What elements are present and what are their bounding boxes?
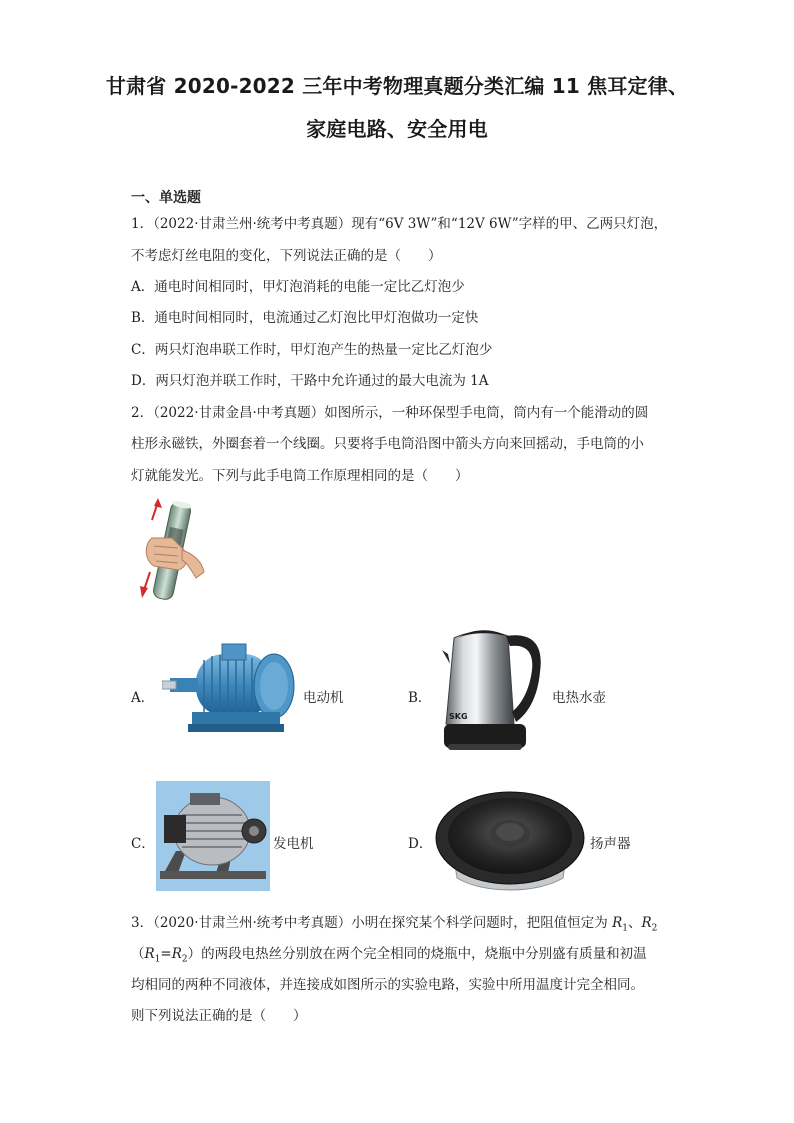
q2-option-c-caption: 发电机 (273, 836, 314, 852)
q3-stem-line-3: 均相同的两种不同液体，并连接成如图所示的实验电路，实验中所用温度计完全相同。 (131, 977, 644, 993)
q2-option-a-caption: 电动机 (303, 690, 344, 706)
q2-option-d-caption: 扬声器 (590, 836, 631, 852)
q3-line-2-text: ）的两段电热丝分别放在两个完全相同的烧瓶中，烧瓶中分别盛有质量和初温 (187, 946, 647, 962)
generator-image (156, 781, 270, 891)
q3-stem-line-2 (131, 942, 647, 965)
q2-option-d-letter: D． (408, 836, 433, 852)
q2-option-a-letter: A． (131, 690, 155, 706)
r1-symbol: R (612, 915, 623, 931)
q1-option-a: A．通电时间相同时，甲灯泡消耗的电能一定比乙灯泡少 (131, 279, 465, 295)
r1-symbol-equation: R (144, 946, 155, 962)
section-heading: 一、单选题 (131, 190, 201, 206)
q2-stem-line-2: 柱形永磁铁，外圈套着一个线圈。只要将手电筒沿图中箭头方向来回摇动，手电筒的小 (131, 436, 644, 452)
loudspeaker-image (433, 782, 587, 894)
electric-kettle-image (440, 624, 546, 756)
r1-subscript-equation: 1 (154, 954, 161, 965)
equals-sign: = (160, 946, 172, 962)
r2-subscript: 2 (651, 923, 658, 934)
q1-stem-line-1: 1．（2022·甘肃兰州·统考中考真题）现有“6V 3W”和“12V 6W”字样的甲、乙两只灯泡， (131, 216, 668, 232)
q3-line-1-text: 3．（2020·甘肃兰州·统考中考真题）小明在探究某个科学问题时，把阻值恒定为 (131, 915, 613, 931)
page-title-line-2: 家庭电路、安全用电 (306, 117, 488, 141)
q1-option-b: B．通电时间相同时，电流通过乙灯泡比甲灯泡做功一定快 (131, 310, 479, 326)
electric-motor-image (162, 640, 298, 744)
r2-symbol: R (641, 915, 652, 931)
page-title-line-1: 甘肃省 2020-2022 三年中考物理真题分类汇编 11 焦耳定律、 (105, 74, 689, 98)
q3-open-paren: （ (131, 946, 145, 962)
r2-subscript-equation: 2 (181, 954, 188, 965)
q1-option-d: D．两只灯泡并联工作时，干路中允许通过的最大电流为 1A (131, 373, 489, 389)
q2-option-b-letter: B． (408, 690, 432, 706)
q1-stem-line-2: 不考虑灯丝电阻的变化，下列说法正确的是（ ） (131, 248, 442, 264)
resistor-separator: 、 (627, 915, 642, 931)
q2-stem-line-3: 灯就能发光。下列与此手电筒工作原理相同的是（ ） (131, 468, 469, 484)
r1-subscript: 1 (622, 923, 628, 934)
q2-option-c-letter: C． (131, 836, 155, 852)
kettle-brand-logo: SKG (449, 712, 468, 721)
q1-option-c: C．两只灯泡串联工作时，甲灯泡产生的热量一定比乙灯泡少 (131, 342, 493, 358)
r2-symbol-equation: R (171, 946, 182, 962)
q3-stem-line-4: 则下列说法正确的是（ ） (131, 1008, 307, 1024)
q3-stem-line-1 (131, 911, 657, 934)
q2-stem-line-1: 2．（2022·甘肃金昌·中考真题）如图所示，一种环保型手电筒，筒内有一个能滑动的圆 (131, 405, 649, 421)
q2-option-b-caption: 电热水壶 (552, 690, 606, 706)
shake-flashlight-figure (138, 498, 208, 604)
